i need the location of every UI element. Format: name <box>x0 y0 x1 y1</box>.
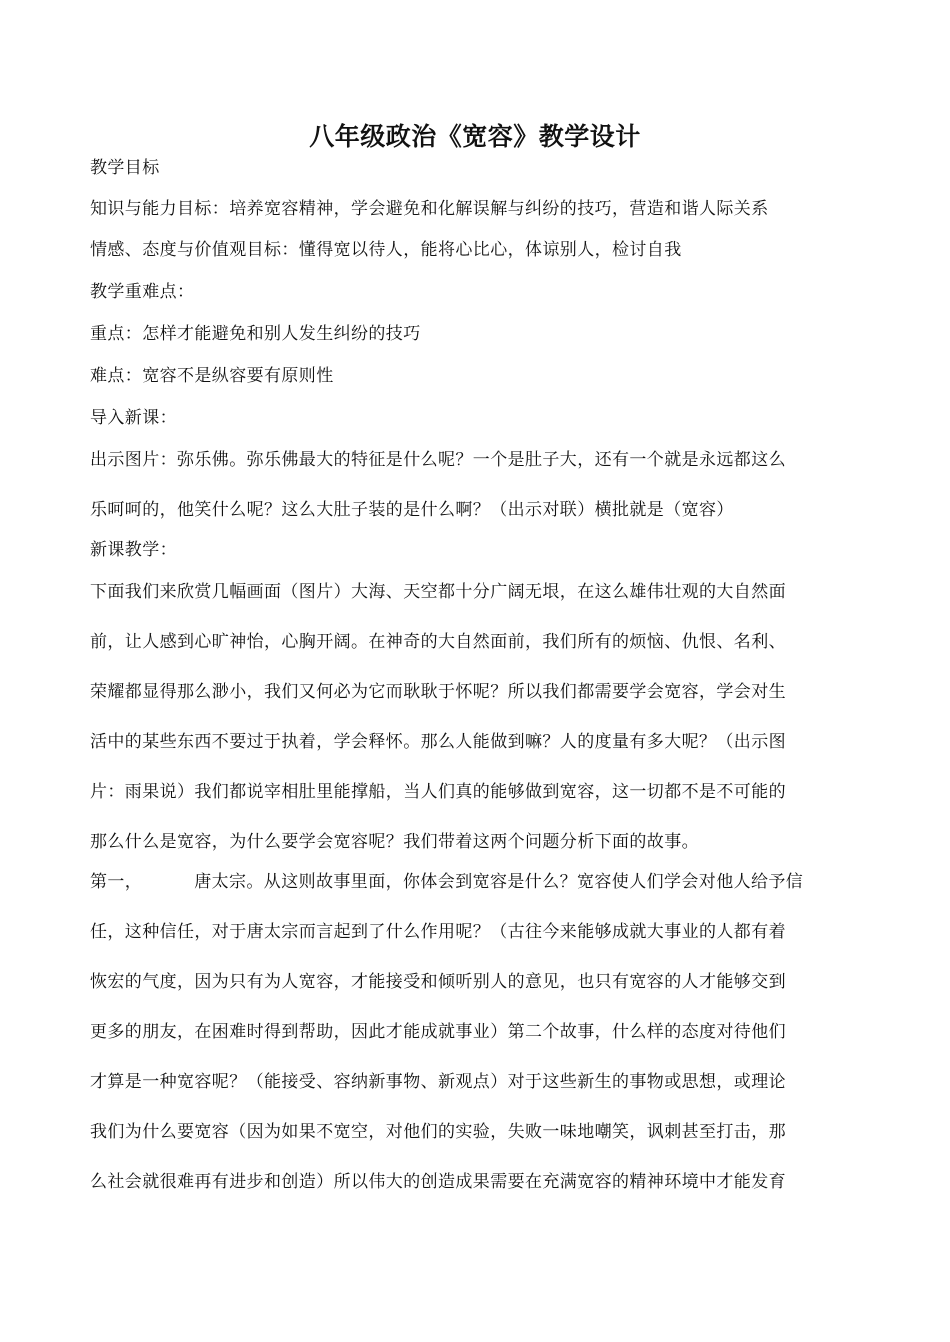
document-title: 八年级政治《宽容》教学设计 <box>309 122 641 151</box>
line-2: 知识与能力目标：培养宽容精神，学会避免和化解误解与纠纷的技巧，营造和谐人际关系 <box>90 199 769 219</box>
line-14: 活中的某些东西不要过于执着，学会释怀。那么人能做到嘛？人的度量有多大呢？（出示图 <box>90 732 786 752</box>
line-10: 新课教学： <box>90 540 177 560</box>
line-11: 下面我们来欣赏几幅画面（图片）大海、天空都十分广阔无垠，在这么雄伟壮观的大自然面 <box>90 582 786 602</box>
line-23: 么社会就很难再有进步和创造）所以伟大的创造成果需要在充满宽容的精神环境中才能发育 <box>90 1172 786 1192</box>
line-17-text: 唐太宗。从这则故事里面，你体会到宽容是什么？宽容使人们学会对他人给予信 <box>194 872 804 892</box>
document-body <box>90 154 862 1196</box>
line-9: 乐呵呵的，他笑什么呢？这么大肚子装的是什么啊？（出示对联）横批就是（宽容） <box>90 500 734 520</box>
line-15: 片：雨果说）我们都说宰相肚里能撑船，当人们真的能够做到宽容，这一切都不是不可能的 <box>90 782 786 802</box>
line-1: 教学目标 <box>90 158 160 178</box>
line-16: 那么什么是宽容，为什么要学会宽容呢？我们带着这两个问题分析下面的故事。 <box>90 832 699 852</box>
line-18: 任，这种信任，对于唐太宗而言起到了什么作用呢？（古往今来能够成就大事业的人都有着 <box>90 922 786 942</box>
line-3: 情感、态度与价值观目标：懂得宽以待人，能将心比心，体谅别人，检讨自我 <box>90 240 682 260</box>
line-5: 重点：怎样才能避免和别人发生纠纷的技巧 <box>90 324 421 344</box>
line-4: 教学重难点： <box>90 282 195 302</box>
line-6: 难点：宽容不是纵容要有原则性 <box>90 366 334 386</box>
line-19: 恢宏的气度，因为只有为人宽容，才能接受和倾听别人的意见，也只有宽容的人才能够交到 <box>90 972 786 992</box>
line-8: 出示图片：弥乐佛。弥乐佛最大的特征是什么呢？一个是肚子大，还有一个就是永远都这么 <box>90 450 786 470</box>
line-7: 导入新课： <box>90 408 177 428</box>
line-17 <box>90 868 862 896</box>
line-17-prefix: 第一， <box>90 872 143 892</box>
line-20: 更多的朋友，在困难时得到帮助，因此才能成就事业）第二个故事，什么样的态度对待他们 <box>90 1022 786 1042</box>
line-13: 荣耀都显得那么渺小，我们又何必为它而耿耿于怀呢？所以我们都需要学会宽容，学会对生 <box>90 682 786 702</box>
line-21: 才算是一种宽容呢？（能接受、容纳新事物、新观点）对于这些新生的事物或思想，或理论 <box>90 1072 786 1092</box>
line-12: 前，让人感到心旷神怡，心胸开阔。在神奇的大自然面前，我们所有的烦恼、仇恨、名利、 <box>90 632 786 652</box>
line-22: 我们为什么要宽容（因为如果不宽空，对他们的实验，失败一味地嘲笑，讽刺甚至打击，那 <box>90 1122 786 1142</box>
